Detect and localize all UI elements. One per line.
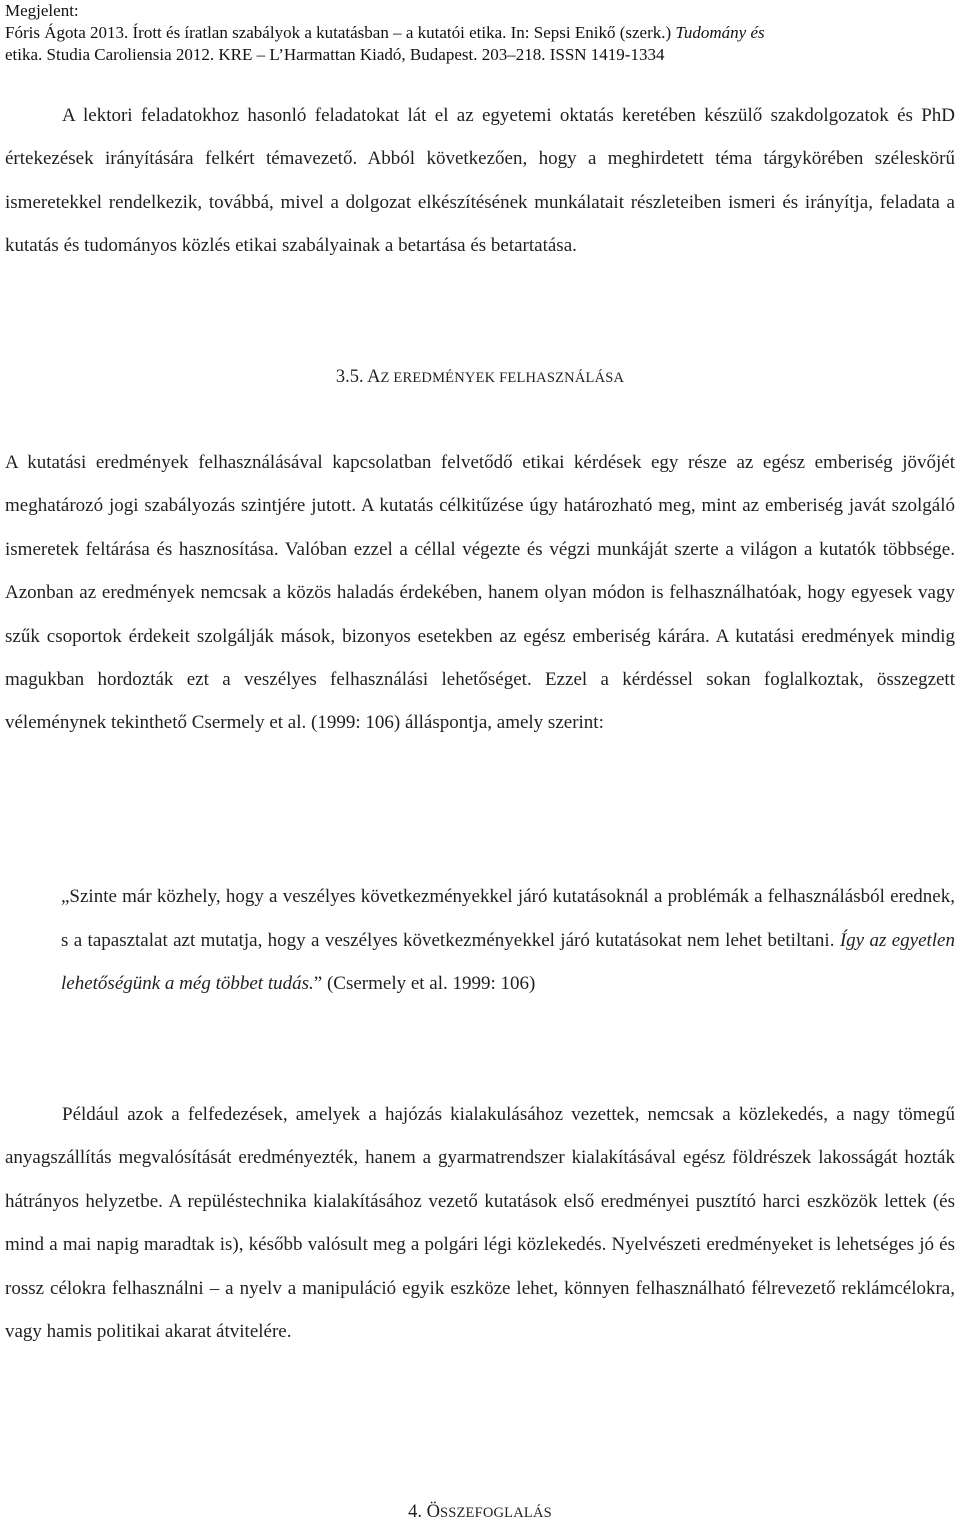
section-initial: A	[367, 367, 381, 387]
header-line-citation	[5, 22, 960, 44]
header-citation-italic: Tudomány és	[675, 23, 765, 42]
paragraph-supervisor: A lektori feladatokhoz hasonló feladatokat lát el az egyetemi oktatás keretében készülő szakdolgozatok és PhD értekezések irányítására felkért témavezető. Abból következően, hogy a meghirdetett téma tárgykörében széleskörű ismeretekkel rendelkezik, továbbá, mivel a dolgozat elkészítésének munkálatait részleteiben ismeri és irányítja, feladata a kutatás és tudományos közlés etikai szabályainak a betartása és betartatása.	[5, 105, 955, 257]
quote-italic: Így az egyetlen lehetőségünk a még többet tudás.	[61, 929, 955, 995]
paragraph-examples: Például azok a felfedezések, amelyek a hajózás kialakulásához vezettek, nemcsak a közlekedés, a nagy tömegű anyagszállítás megvalósítását eredményezték, hanem a gyarmatrendszer kialakításával egész földrészek lakosságát hozták hátrányos helyzetbe. A repüléstechnika kialakításához vezető kutatások első eredményei pusztító harci eszközök lettek (és mind a mai napig maradtak is), később valósult meg a polgári légi közlekedés. Nyelvészeti eredményeket is lehetséges jó és rossz célokra felhasználni – a nyelv a manipuláció egyik eszköze lehet, könnyen felhasználható félrevezető reklámcélokra, vagy hamis politikai akarat átvitelére.	[5, 1104, 955, 1343]
section-heading-3-5	[0, 365, 960, 390]
section-heading-4	[0, 1500, 960, 1525]
quote-citation: ” (Csermely et al. 1999: 106)	[313, 973, 536, 995]
block-quote	[61, 875, 955, 1006]
section-number: 3.5.	[335, 367, 368, 387]
section-4-number: 4.	[408, 1502, 427, 1522]
header-citation-text: Fóris Ágota 2013. Írott és íratlan szabályok a kutatásban – a kutatói etika. In: Sepsi Enikő (szerk.)	[5, 23, 676, 42]
header-line-published: Megjelent:	[5, 1, 79, 20]
quote-text: „Szinte már közhely, hogy a veszélyes következményekkel járó kutatásoknál a problémák a felhasználásból erednek, s a tapasztalat azt mutatja, hogy a veszélyes következményekkel járó kutatásokat nem lehet betiltani.	[61, 886, 955, 951]
publication-header	[5, 0, 960, 66]
section-4-initial: Ö	[426, 1502, 440, 1522]
section-4-title: SSZEFOGLALÁS	[439, 1505, 552, 1521]
header-line-series: etika. Studia Caroliensia 2012. KRE – L’Harmattan Kiadó, Budapest. 203–218. ISSN 1419-1334	[5, 45, 665, 64]
section-title: Z EREDMÉNYEK FELHASZNÁLÁSA	[380, 370, 625, 386]
paragraph-results-usage: A kutatási eredmények felhasználásával kapcsolatban felvetődő etikai kérdések egy része az egész emberiség jövőjét meghatározó jogi szabályozás szintjére jutott. A kutatás célkitűzése úgy határozható meg, mint az emberiség javát szolgáló ismeretek feltárása és hasznosítása. Valóban ezzel a céllal végezte és végzi munkáját szerte a világon a kutatók többsége. Azonban az eredmények nemcsak a közös haladás érdekében, hanem olyan módon is felhasználhatóak, hogy egyesek vagy szűk csoportok érdekeit szolgálják mások, bizonyos esetekben az egész emberiség kárára. A kutatási eredmények mindig magukban hordozták ezt a veszélyes felhasználási lehetőséget. Ezzel a kérdéssel sokan foglalkoztak, összegzett véleménynek tekinthető Csermely et al. (1999: 106) álláspontja, amely szerint:	[5, 452, 955, 734]
